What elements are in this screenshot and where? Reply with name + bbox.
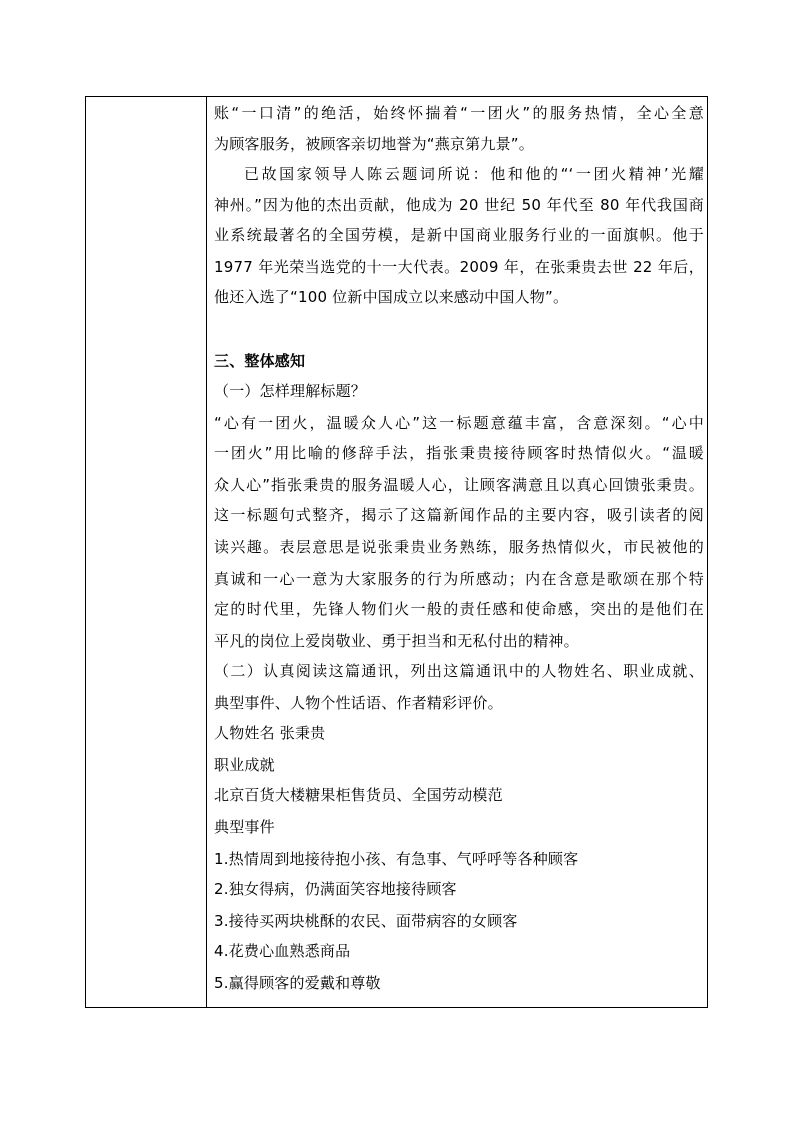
paragraph2-line: 他还入选了“100 位新中国成立以来感动中国人物”。 bbox=[214, 288, 569, 306]
answer1-line: “心有一团火，温暖众人心”这一标题意蕴丰富，含意深刻。“心中 bbox=[214, 414, 704, 432]
answer1-line: 定的时代里，先锋人物们火一般的责任感和使命感，突出的是他们在 bbox=[214, 600, 704, 618]
answer1-line: 一团火”用比喻的修辞手法，指张秉贵接待顾客时热情似火。“温暖 bbox=[214, 444, 704, 462]
paragraph2-line: 1977 年光荣当选党的十一大代表。2009 年，在张秉贵去世 22 年后， bbox=[214, 258, 704, 276]
question-2-line: 典型事件、人物个性话语、作者精彩评价。 bbox=[214, 694, 503, 712]
question-2-line: （二）认真阅读这篇通讯，列出这篇通讯中的人物姓名、职业成就、 bbox=[214, 662, 704, 680]
content-table bbox=[85, 96, 708, 1008]
career-label: 职业成就 bbox=[214, 756, 275, 774]
answer1-line: 平凡的岗位上爱岗敬业、勇于担当和无私付出的精神。 bbox=[214, 632, 579, 650]
events-label: 典型事件 bbox=[214, 818, 275, 836]
event-item: 1.热情周到地接待抱小孩、有急事、气呼呼等各种顾客 bbox=[214, 850, 579, 868]
paragraph2-line: 神州。”因为他的杰出贡献，他成为 20 世纪 50 年代至 80 年代我国商 bbox=[214, 196, 704, 214]
question-1: （一）怎样理解标题？ bbox=[214, 382, 367, 400]
answer1-line: 这一标题句式整齐，揭示了这篇新闻作品的主要内容，吸引读者的阅 bbox=[214, 506, 704, 524]
answer1-line: 真诚和一心一意为大家服务的行为所感动；内在含意是歌颂在那个特 bbox=[214, 570, 704, 588]
answer1-line: 读兴趣。表层意思是说张秉贵业务熟练，服务热情似火，市民被他的 bbox=[214, 538, 704, 556]
career-value: 北京百货大楼糖果柜售货员、全国劳动模范 bbox=[214, 786, 503, 804]
event-item: 2.独女得病，仍满面笑容地接待顾客 bbox=[214, 880, 457, 898]
paragraph2-line: 业系统最著名的全国劳模，是新中国商业服务行业的一面旗帜。他于 bbox=[214, 226, 704, 244]
section-heading: 三、整体感知 bbox=[214, 352, 306, 370]
event-item: 4.花费心血熟悉商品 bbox=[214, 942, 351, 960]
paragraph2-line: 已故国家领导人陈云题词所说：他和他的“‘一团火精神’光耀 bbox=[244, 165, 704, 183]
paragraph1-line: 为顾客服务，被顾客亲切地誉为“燕京第九景”。 bbox=[214, 135, 534, 153]
answer1-line: 众人心”指张秉贵的服务温暖人心，让顾客满意且以真心回馈张秉贵。 bbox=[214, 476, 704, 494]
event-item: 3.接待买两块桃酥的农民、面带病容的女顾客 bbox=[214, 912, 518, 930]
table-right-cell bbox=[208, 97, 707, 1007]
event-item: 5.赢得顾客的爱戴和尊敬 bbox=[214, 974, 381, 992]
person-name: 人物姓名 张秉贵 bbox=[214, 724, 326, 742]
table-left-cell bbox=[86, 97, 207, 1007]
paragraph1-line: 账“一口清”的绝活，始终怀揣着“一团火”的服务热情，全心全意 bbox=[214, 104, 704, 122]
